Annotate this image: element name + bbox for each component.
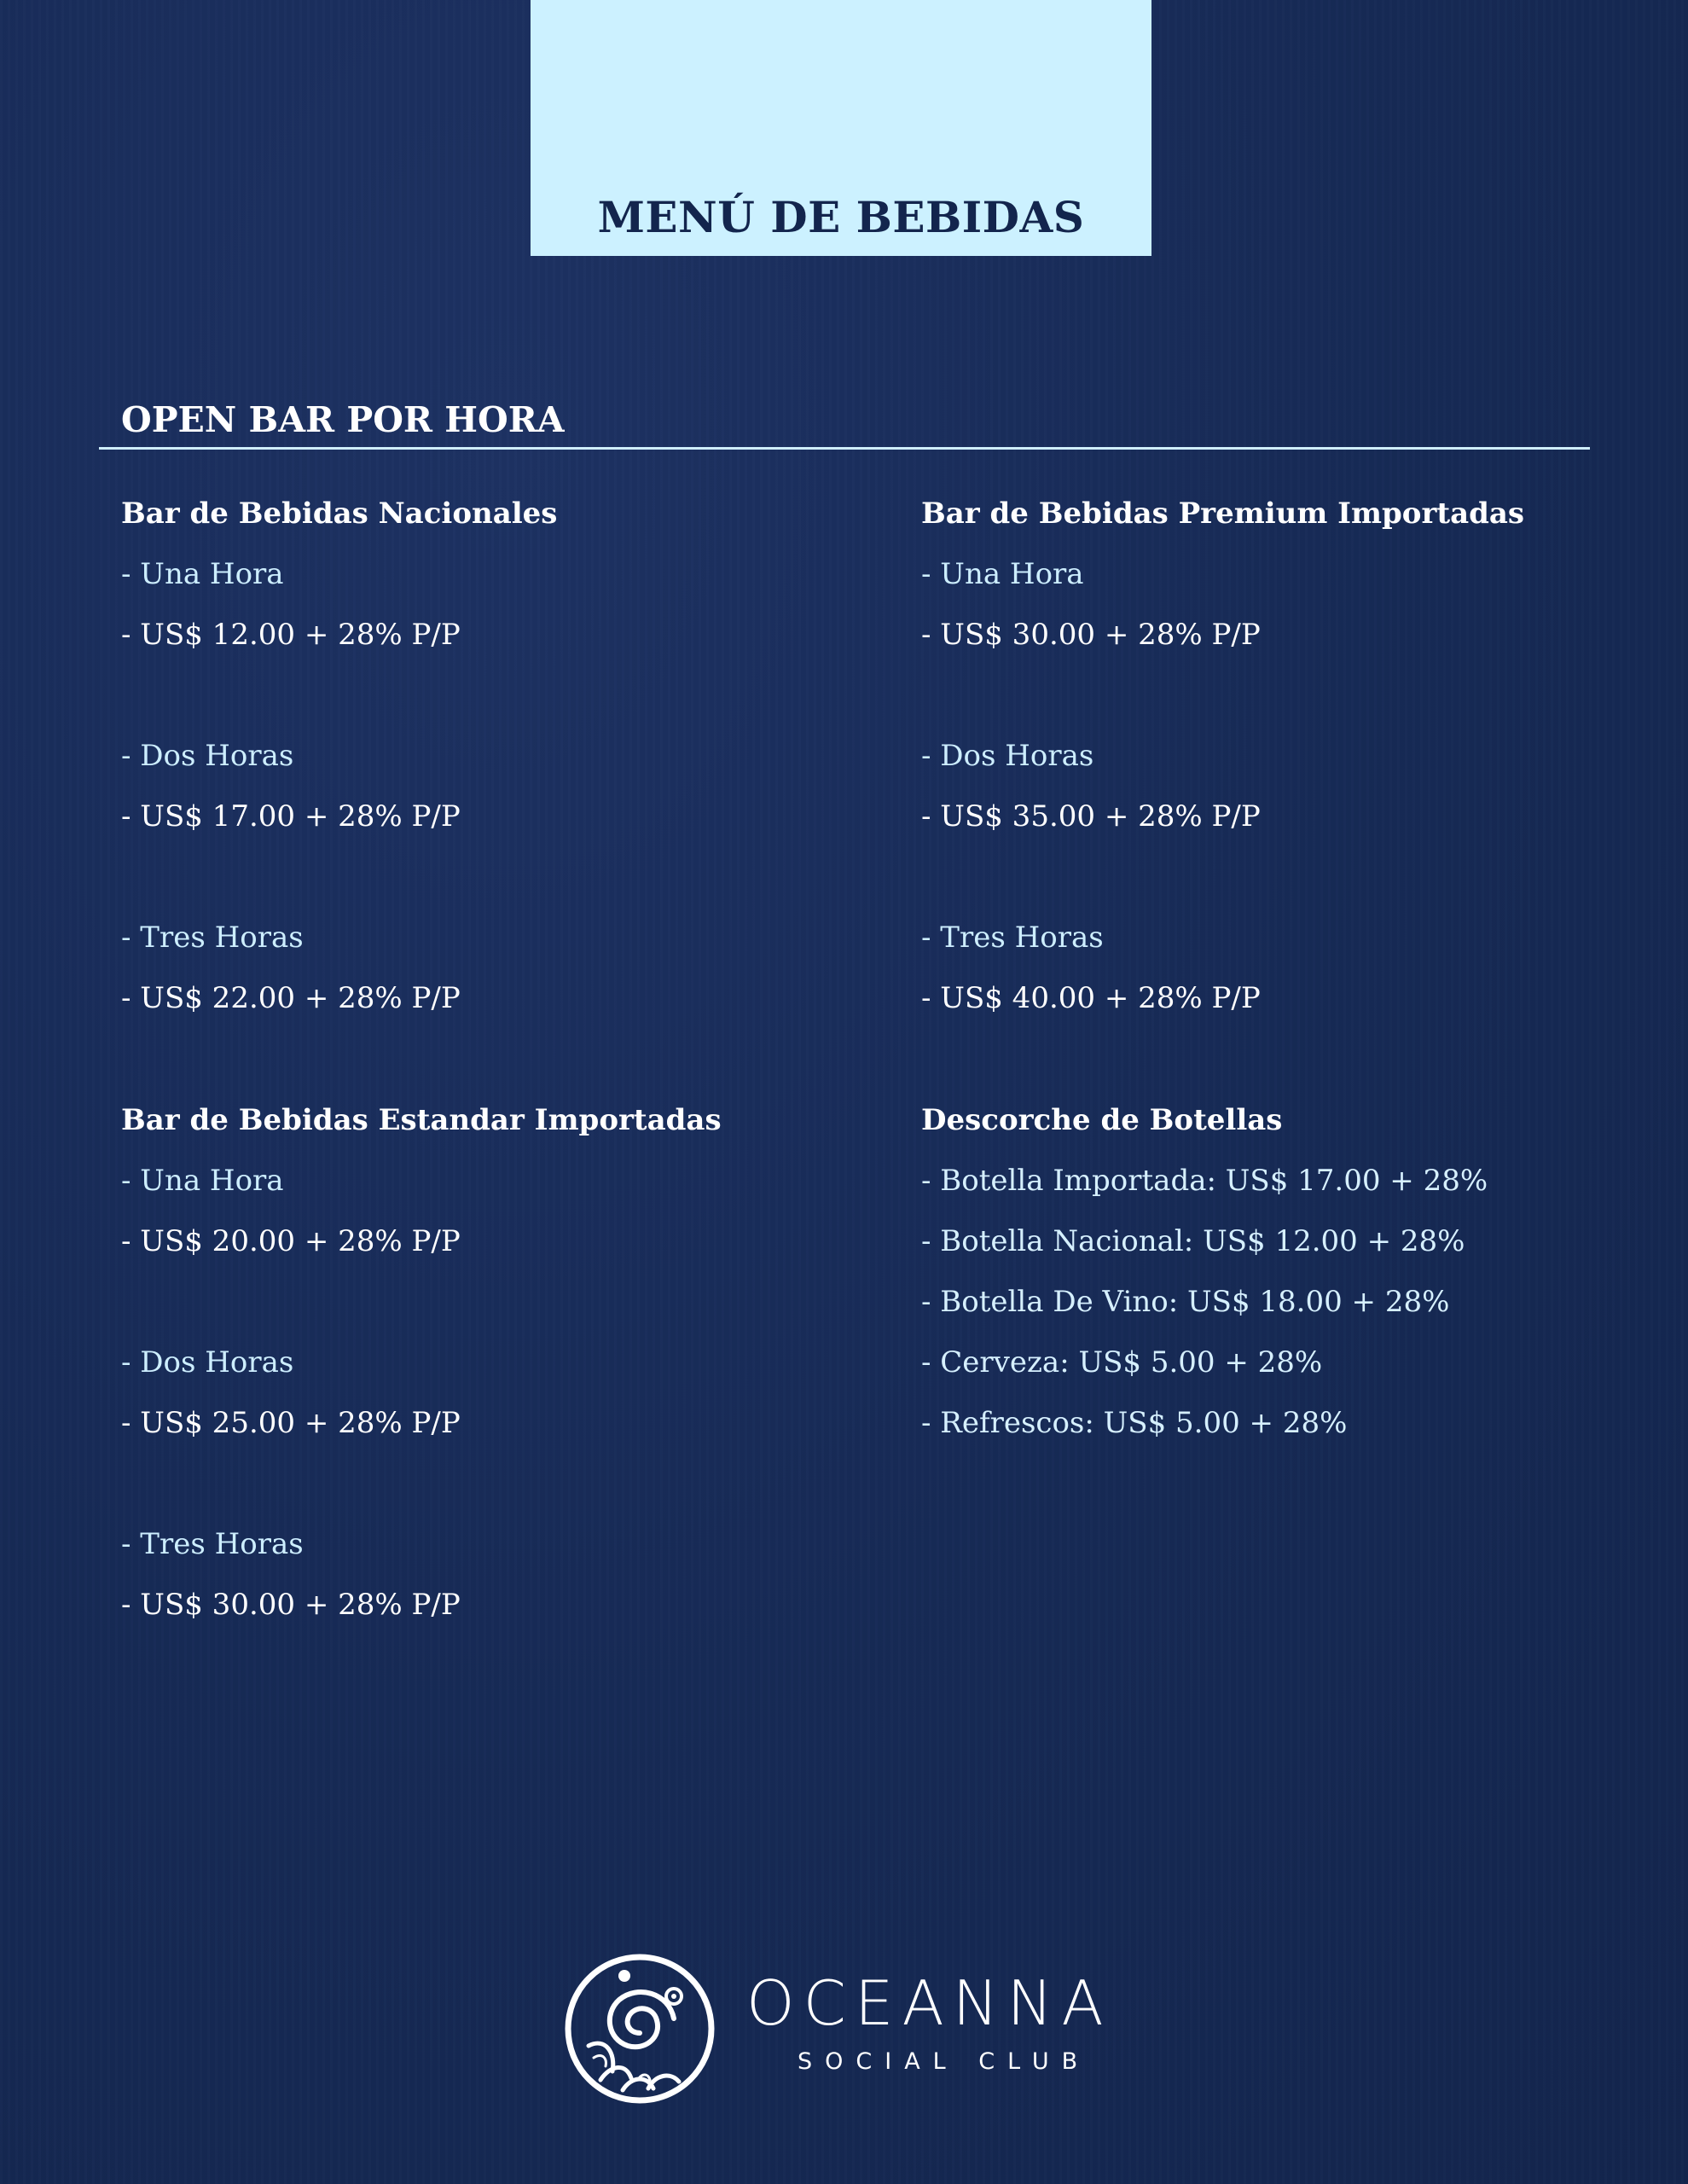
tier-price: - US$ 22.00 + 28% P/P xyxy=(121,981,461,1015)
tier-price: - US$ 30.00 + 28% P/P xyxy=(121,1588,461,1622)
spacer xyxy=(121,674,855,735)
bar-nacionales-title: Bar de Bebidas Nacionales xyxy=(121,497,558,531)
tier-price: - US$ 40.00 + 28% P/P xyxy=(921,981,1261,1015)
logo-subtitle: SOCIAL CLUB xyxy=(798,2048,1091,2075)
tier-duration: - Una Hora xyxy=(921,557,1084,591)
spacer xyxy=(921,674,1655,735)
descorche-item: - Cerveza: US$ 5.00 + 28% xyxy=(921,1345,1323,1380)
section-divider xyxy=(99,447,1590,450)
tier-duration: - Tres Horas xyxy=(121,1527,304,1561)
descorche-item: - Refrescos: US$ 5.00 + 28% xyxy=(921,1406,1348,1440)
tier-price: - US$ 12.00 + 28% P/P xyxy=(121,618,461,652)
tier-duration: - Dos Horas xyxy=(921,739,1094,773)
descorche-item: - Botella De Vino: US$ 18.00 + 28% xyxy=(921,1285,1450,1319)
oceanna-logo xyxy=(563,1952,1126,2106)
section-heading: OPEN BAR POR HORA xyxy=(121,399,565,440)
tier-price: - US$ 25.00 + 28% P/P xyxy=(121,1406,461,1440)
title-tab xyxy=(531,0,1151,256)
descorche-item: - Botella Nacional: US$ 12.00 + 28% xyxy=(921,1224,1465,1258)
descorche-title: Descorche de Botellas xyxy=(921,1103,1283,1137)
tier-duration: - Tres Horas xyxy=(921,921,1104,955)
bar-estandar-title: Bar de Bebidas Estandar Importadas xyxy=(121,1103,722,1137)
bar-nacionales xyxy=(121,492,855,1037)
page-title: MENÚ DE BEBIDAS xyxy=(597,192,1085,242)
tier-price: - US$ 17.00 + 28% P/P xyxy=(121,799,461,834)
tier-price: - US$ 20.00 + 28% P/P xyxy=(121,1224,461,1258)
tier-duration: - Una Hora xyxy=(121,1164,284,1198)
tier-duration: - Una Hora xyxy=(121,557,284,591)
spacer xyxy=(121,856,855,916)
spacer xyxy=(121,1462,855,1523)
spacer xyxy=(921,856,1655,916)
tier-duration: - Tres Horas xyxy=(121,921,304,955)
spacer xyxy=(121,1281,855,1341)
descorche-item: - Botella Importada: US$ 17.00 + 28% xyxy=(921,1164,1488,1198)
descorche-botellas xyxy=(921,1099,1655,1462)
nautilus-shell-emblem-icon xyxy=(563,1952,716,2106)
bar-premium xyxy=(921,492,1655,1037)
tier-duration: - Dos Horas xyxy=(121,739,294,773)
bar-premium-title: Bar de Bebidas Premium Importadas xyxy=(921,497,1525,531)
tier-price: - US$ 35.00 + 28% P/P xyxy=(921,799,1261,834)
tier-duration: - Dos Horas xyxy=(121,1345,294,1380)
tier-price: - US$ 30.00 + 28% P/P xyxy=(921,618,1261,652)
bar-estandar xyxy=(121,1099,855,1644)
logo-wordmark: OCEANNA xyxy=(746,1967,1112,2039)
